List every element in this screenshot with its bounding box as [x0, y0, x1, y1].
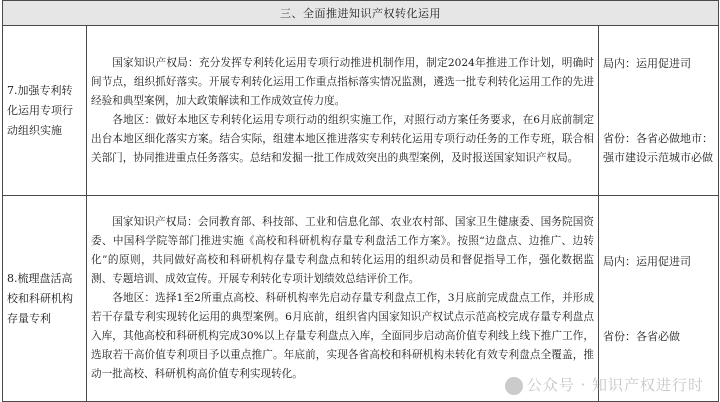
task-content [87, 26, 599, 196]
task-paragraph: 国家知识产权局：会同教育部、科技部、工业和信息化部、农业农村部、国家卫生健康委、国务院国资委、中国科学院等部门推进实施《高校和科研机构存量专利盘活工作方案》。按照“边盘点、边推广、边转化”的原则，共同做好高校和科研机构存量专利盘点和转化运用的组织动员和督促指导工作，强化数据监测、专题培训、成效宣传。开展专利转化专项计划绩效总结评价工作。 [91, 216, 594, 285]
responsibility-internal: 局内：运用促进司 [603, 254, 691, 268]
task-content [87, 196, 599, 402]
responsibility-internal: 局内：运用促进司 [603, 57, 691, 70]
policy-table [2, 0, 719, 402]
table-row [3, 196, 719, 402]
responsibility-cell [599, 26, 719, 196]
task-paragraph: 国家知识产权局：充分发挥专利转化运用专项行动推进机制作用，制定2024年推进工作计划，明确时间节点，组织抓好落实。开展专利转化运用工作重点指标落实情况监测，遴选一批专利转化运用工作的先进经验和典型案例，加大政策解读和工作成效宣传力度。 [91, 56, 594, 107]
section-header-row [3, 1, 719, 26]
section-title: 三、全面推进知识产权转化运用 [3, 1, 719, 26]
watermark-text: 公众号 · 知识产权进行时 [526, 376, 704, 394]
task-name: 8.梳理盘活高校和科研机构存量专利 [3, 196, 87, 402]
wechat-logo-icon [505, 377, 523, 395]
table-row [3, 26, 719, 196]
task-paragraph: 各地区：选择1至2所重点高校、科研机构率先启动存量专利盘点工作，3月底前完成盘点工作，并形成若干存量专利实现转化运用的典型案例。6月底前，组织省内国家知识产权试点示范高校完成存量专利盘点入库，其他高校和科研机构完成30%以上存量专利盘点入库，全面同步启动高价值专利线上线下推广工作，选取若干高价值专利项目予以重点推广。年底前，实现各省高校和科研机构未转化有效专利盘点全覆盖，推动一批高校、科研机构高价值专利实现转化。 [91, 292, 594, 380]
responsibility-local: 省份：各省必做 [603, 329, 680, 343]
task-paragraph: 各地区：做好本地区专利转化运用专项行动的组织实施工作，对照行动方案任务要求，在6月底前制定出台本地区细化落实方案。结合实际，组建本地区推进落实专利转化运用专项行动任务的工作专班，联合相关部门，协同推进重点任务落实。总结和发掘一批工作成效突出的典型案例，及时报送国家知识产权局。 [91, 113, 594, 164]
watermark [505, 376, 704, 395]
responsibility-cell [599, 196, 719, 402]
responsibility-local: 省份：各省必做地市：强市建设示范城市必做 [603, 132, 713, 164]
task-name: 7.加强专利转化运用专项行动组织实施 [3, 26, 87, 196]
